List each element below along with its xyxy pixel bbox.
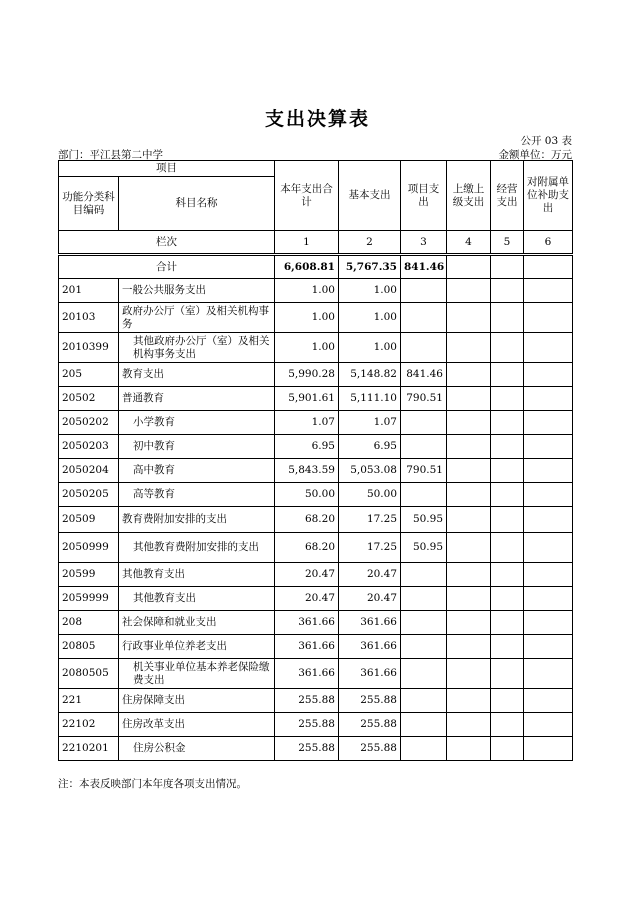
- row-basic: 361.66: [339, 635, 401, 659]
- table-row: [59, 507, 573, 533]
- row-code: 20805: [59, 635, 119, 659]
- table-row: [59, 737, 573, 761]
- row-name: 政府办公厅（室）及相关机构事务: [119, 303, 275, 333]
- table-row: [59, 483, 573, 507]
- row-project: 50.95: [401, 533, 447, 563]
- row-total: 361.66: [275, 635, 339, 659]
- row-business: [491, 533, 524, 563]
- row-project: 790.51: [401, 459, 447, 483]
- row-total: 5,901.61: [275, 387, 339, 411]
- row-basic: 5,111.10: [339, 387, 401, 411]
- row-name: 住房保障支出: [119, 689, 275, 713]
- row-subsidy: [524, 659, 573, 689]
- summary-label: 合计: [59, 255, 275, 279]
- row-upper: [447, 659, 491, 689]
- row-subsidy: [524, 459, 573, 483]
- row-business: [491, 635, 524, 659]
- row-business: [491, 507, 524, 533]
- summary-row: [59, 255, 573, 279]
- row-basic: 20.47: [339, 587, 401, 611]
- header-code: 功能分类科目编码: [59, 177, 119, 231]
- summary-subsidy: [524, 255, 573, 279]
- row-upper: [447, 411, 491, 435]
- row-upper: [447, 303, 491, 333]
- row-business: [491, 459, 524, 483]
- row-code: 2080505: [59, 659, 119, 689]
- row-basic: 1.00: [339, 303, 401, 333]
- row-business: [491, 279, 524, 303]
- header-subsidy: 对附属单位补助支出: [524, 161, 573, 231]
- row-project: [401, 303, 447, 333]
- row-code: 22102: [59, 713, 119, 737]
- row-total: 50.00: [275, 483, 339, 507]
- table-row: [59, 587, 573, 611]
- row-business: [491, 659, 524, 689]
- column-index-6: 6: [524, 231, 573, 255]
- row-business: [491, 483, 524, 507]
- row-total: 20.47: [275, 587, 339, 611]
- row-project: 841.46: [401, 363, 447, 387]
- row-name: 教育费附加安排的支出: [119, 507, 275, 533]
- row-subsidy: [524, 387, 573, 411]
- row-subsidy: [524, 563, 573, 587]
- row-total: 255.88: [275, 737, 339, 761]
- row-project: [401, 483, 447, 507]
- row-total: 255.88: [275, 689, 339, 713]
- page-title: 支出决算表: [264, 108, 370, 130]
- row-subsidy: [524, 587, 573, 611]
- row-name: 一般公共服务支出: [119, 279, 275, 303]
- form-number: 公开 03 表: [520, 135, 572, 147]
- row-subsidy: [524, 611, 573, 635]
- department-label: 部门：平江县第二中学: [58, 149, 163, 161]
- header-upper: 上缴上级支出: [447, 161, 491, 231]
- row-business: [491, 587, 524, 611]
- row-total: 68.20: [275, 533, 339, 563]
- row-upper: [447, 363, 491, 387]
- row-subsidy: [524, 689, 573, 713]
- row-project: [401, 689, 447, 713]
- summary-basic: 5,767.35: [339, 255, 401, 279]
- row-basic: 361.66: [339, 659, 401, 689]
- table-row: [59, 533, 573, 563]
- header-name: 科目名称: [119, 177, 275, 231]
- row-code: 205: [59, 363, 119, 387]
- row-business: [491, 737, 524, 761]
- row-basic: 5,053.08: [339, 459, 401, 483]
- row-name: 初中教育: [119, 435, 275, 459]
- row-basic: 1.00: [339, 333, 401, 363]
- table-row: [59, 435, 573, 459]
- row-name: 高等教育: [119, 483, 275, 507]
- column-index-3: 3: [401, 231, 447, 255]
- row-name: 其他政府办公厅（室）及相关机构事务支出: [119, 333, 275, 363]
- header-business: 经营支出: [491, 161, 524, 231]
- column-index-1: 1: [275, 231, 339, 255]
- summary-upper: [447, 255, 491, 279]
- row-total: 361.66: [275, 611, 339, 635]
- row-code: 20103: [59, 303, 119, 333]
- unit-label: 金额单位：万元: [498, 149, 572, 161]
- table-row: [59, 689, 573, 713]
- footnote: 注：本表反映部门本年度各项支出情况。: [58, 778, 247, 790]
- row-name: 住房公积金: [119, 737, 275, 761]
- row-upper: [447, 279, 491, 303]
- row-project: [401, 411, 447, 435]
- row-project: [401, 279, 447, 303]
- column-index-row: [59, 231, 573, 255]
- row-business: [491, 611, 524, 635]
- row-code: 201: [59, 279, 119, 303]
- table-row: [59, 563, 573, 587]
- row-code: 2050204: [59, 459, 119, 483]
- header-row-1: [59, 161, 573, 177]
- row-project: [401, 635, 447, 659]
- row-project: [401, 713, 447, 737]
- row-upper: [447, 563, 491, 587]
- row-subsidy: [524, 507, 573, 533]
- row-basic: 1.00: [339, 279, 401, 303]
- row-upper: [447, 533, 491, 563]
- row-code: 2010399: [59, 333, 119, 363]
- row-project: [401, 563, 447, 587]
- row-total: 361.66: [275, 659, 339, 689]
- row-basic: 255.88: [339, 689, 401, 713]
- row-name: 普通教育: [119, 387, 275, 411]
- row-basic: 255.88: [339, 713, 401, 737]
- header-item: 项目: [59, 161, 275, 177]
- header-total: 本年支出合计: [275, 161, 339, 231]
- row-upper: [447, 483, 491, 507]
- row-subsidy: [524, 635, 573, 659]
- table-row: [59, 387, 573, 411]
- row-basic: 17.25: [339, 507, 401, 533]
- row-business: [491, 411, 524, 435]
- row-upper: [447, 635, 491, 659]
- table-row: [59, 279, 573, 303]
- row-basic: 17.25: [339, 533, 401, 563]
- row-total: 6.95: [275, 435, 339, 459]
- header-project: 项目支出: [401, 161, 447, 231]
- row-upper: [447, 333, 491, 363]
- row-subsidy: [524, 363, 573, 387]
- expenditure-table: [58, 160, 573, 761]
- row-business: [491, 363, 524, 387]
- row-basic: 20.47: [339, 563, 401, 587]
- row-total: 1.00: [275, 333, 339, 363]
- row-subsidy: [524, 713, 573, 737]
- row-name: 社会保障和就业支出: [119, 611, 275, 635]
- row-name: 机关事业单位基本养老保险缴费支出: [119, 659, 275, 689]
- row-subsidy: [524, 483, 573, 507]
- column-index-2: 2: [339, 231, 401, 255]
- row-code: 2050205: [59, 483, 119, 507]
- row-total: 5,843.59: [275, 459, 339, 483]
- row-code: 20509: [59, 507, 119, 533]
- row-upper: [447, 611, 491, 635]
- row-subsidy: [524, 333, 573, 363]
- row-total: 1.00: [275, 303, 339, 333]
- row-basic: 1.07: [339, 411, 401, 435]
- row-code: 20502: [59, 387, 119, 411]
- row-code: 208: [59, 611, 119, 635]
- table-row: [59, 713, 573, 737]
- summary-total: 6,608.81: [275, 255, 339, 279]
- row-business: [491, 713, 524, 737]
- row-project: [401, 611, 447, 635]
- row-code: 2050202: [59, 411, 119, 435]
- row-subsidy: [524, 279, 573, 303]
- row-business: [491, 387, 524, 411]
- row-project: [401, 435, 447, 459]
- row-subsidy: [524, 303, 573, 333]
- row-name: 住房改革支出: [119, 713, 275, 737]
- row-basic: 5,148.82: [339, 363, 401, 387]
- table-row: [59, 635, 573, 659]
- row-project: [401, 659, 447, 689]
- row-upper: [447, 507, 491, 533]
- row-name: 高中教育: [119, 459, 275, 483]
- row-total: 5,990.28: [275, 363, 339, 387]
- row-name: 其他教育费附加安排的支出: [119, 533, 275, 563]
- row-name: 行政事业单位养老支出: [119, 635, 275, 659]
- row-code: 2059999: [59, 587, 119, 611]
- row-project: [401, 737, 447, 761]
- row-upper: [447, 587, 491, 611]
- table-row: [59, 411, 573, 435]
- column-index-4: 4: [447, 231, 491, 255]
- row-upper: [447, 387, 491, 411]
- row-code: 221: [59, 689, 119, 713]
- header-basic: 基本支出: [339, 161, 401, 231]
- row-basic: 6.95: [339, 435, 401, 459]
- table-row: [59, 303, 573, 333]
- row-business: [491, 689, 524, 713]
- row-total: 255.88: [275, 713, 339, 737]
- row-name: 教育支出: [119, 363, 275, 387]
- row-total: 68.20: [275, 507, 339, 533]
- row-subsidy: [524, 411, 573, 435]
- row-basic: 50.00: [339, 483, 401, 507]
- row-subsidy: [524, 435, 573, 459]
- row-upper: [447, 737, 491, 761]
- row-project: 50.95: [401, 507, 447, 533]
- row-business: [491, 303, 524, 333]
- row-basic: 361.66: [339, 611, 401, 635]
- table-row: [59, 611, 573, 635]
- row-total: 1.07: [275, 411, 339, 435]
- row-business: [491, 435, 524, 459]
- row-project: 790.51: [401, 387, 447, 411]
- row-project: [401, 587, 447, 611]
- row-code: 2210201: [59, 737, 119, 761]
- row-name: 小学教育: [119, 411, 275, 435]
- row-upper: [447, 689, 491, 713]
- table-row: [59, 363, 573, 387]
- row-subsidy: [524, 737, 573, 761]
- row-total: 1.00: [275, 279, 339, 303]
- row-upper: [447, 459, 491, 483]
- table-row: [59, 459, 573, 483]
- row-basic: 255.88: [339, 737, 401, 761]
- row-project: [401, 333, 447, 363]
- row-upper: [447, 713, 491, 737]
- row-code: 2050203: [59, 435, 119, 459]
- table-row: [59, 659, 573, 689]
- column-index-label: 栏次: [59, 231, 275, 255]
- row-subsidy: [524, 533, 573, 563]
- column-index-5: 5: [491, 231, 524, 255]
- row-total: 20.47: [275, 563, 339, 587]
- row-name: 其他教育支出: [119, 587, 275, 611]
- row-code: 2050999: [59, 533, 119, 563]
- summary-project: 841.46: [401, 255, 447, 279]
- summary-business: [491, 255, 524, 279]
- row-name: 其他教育支出: [119, 563, 275, 587]
- row-business: [491, 333, 524, 363]
- row-upper: [447, 435, 491, 459]
- row-business: [491, 563, 524, 587]
- table-row: [59, 333, 573, 363]
- row-code: 20599: [59, 563, 119, 587]
